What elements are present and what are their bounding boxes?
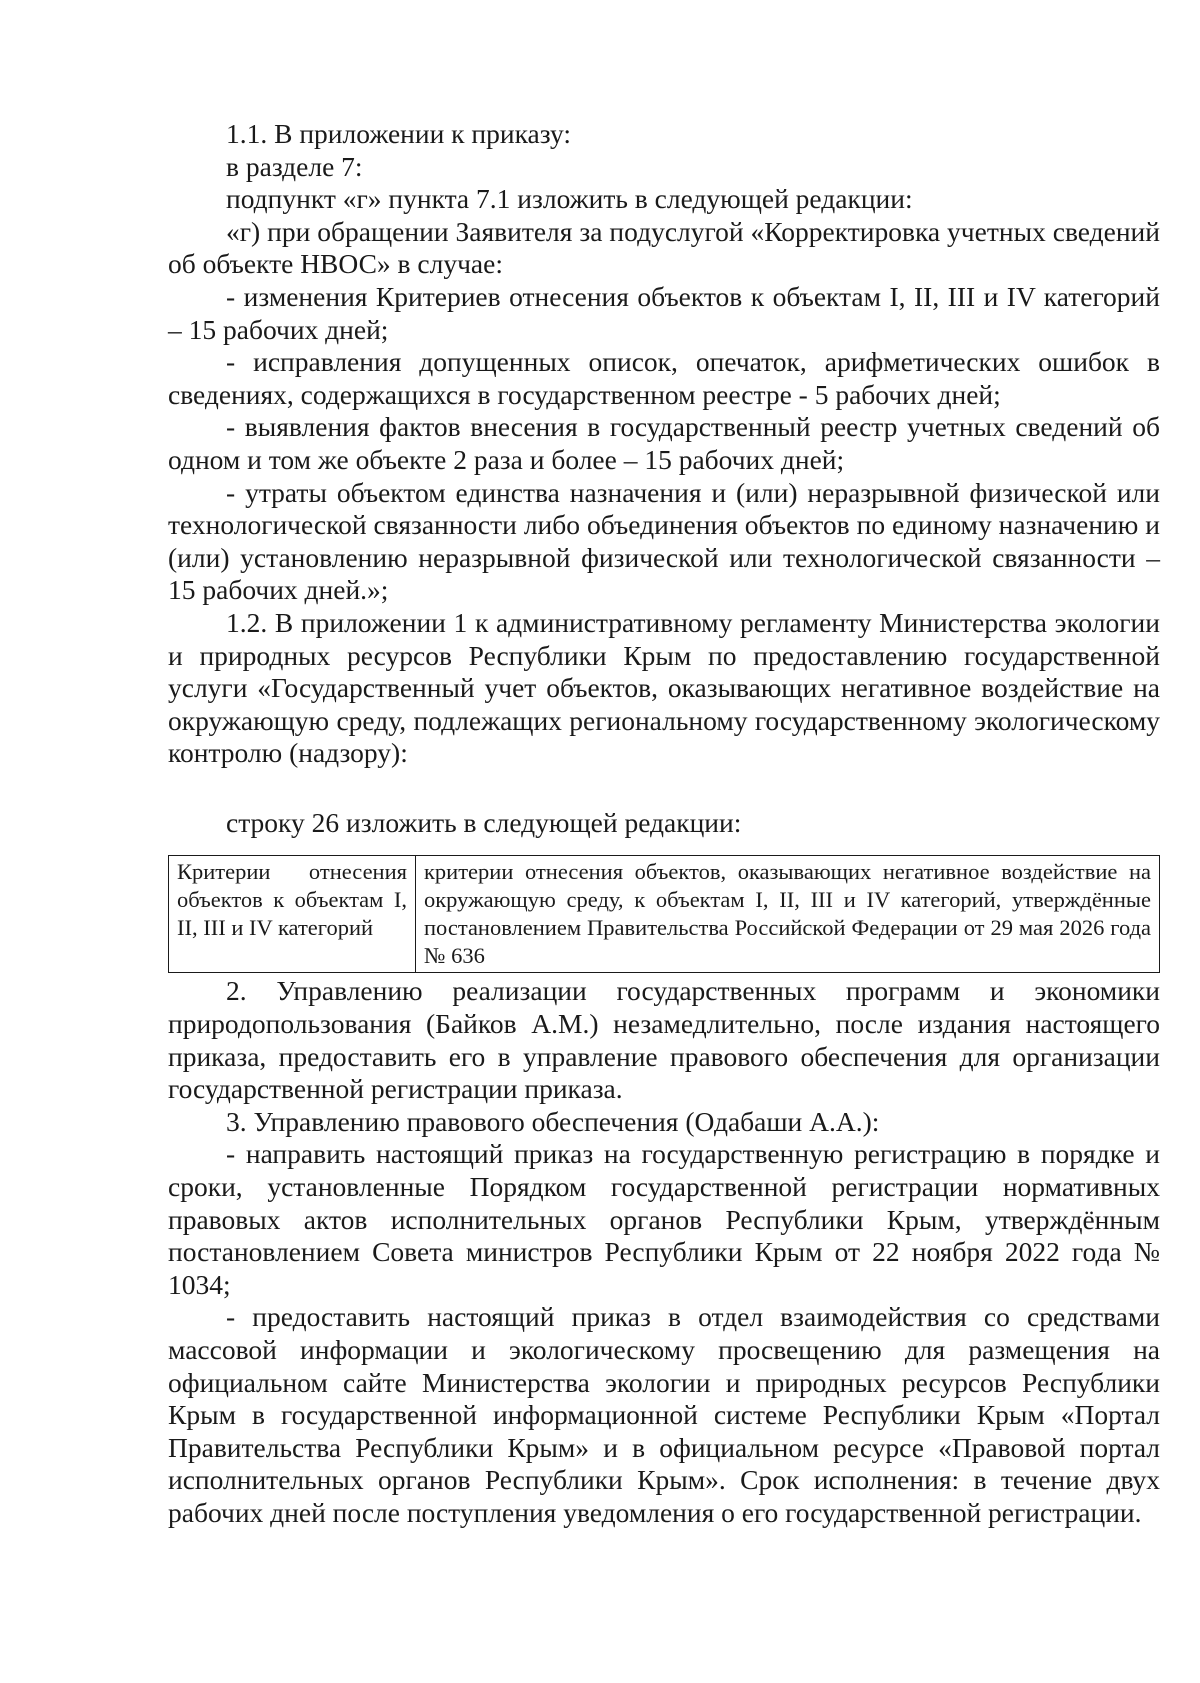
- para-3-registration: - направить настоящий приказ на государственную регистрацию в порядке и сроки, установленные Порядком государственной регистрации нормативных правовых актов исполнительных органов Республики Крым, утверждённым постановлением Совета министров Республики Крым от 22 ноября 2022 года № 1034;: [168, 1138, 1160, 1300]
- para-1-2: 1.2. В приложении 1 к административному регламенту Министерства экологии и природных ресурсов Республики Крым по предоставлению государственной услуги «Государственный учет объектов, оказывающих негативное воздействие на окружающую среду, подлежащих региональному государственному экологическому контролю (надзору):: [168, 606, 1160, 769]
- spacer: [168, 770, 1160, 807]
- para-duplicate-entry: - выявления фактов внесения в государственный реестр учетных сведений об одном и том же объекте 2 раза и более – 15 рабочих дней;: [168, 411, 1160, 475]
- criteria-table: [168, 855, 1160, 973]
- para-2: 2. Управлению реализации государственных программ и экономики природопользования (Байков А.М.) незамедлительно, после издания настоящего приказа, предоставить его в управление правового обеспечения для организации государственной регистрации приказа.: [168, 975, 1160, 1105]
- document-page: [168, 118, 1160, 1530]
- para-1-1: 1.1. В приложении к приказу:: [226, 118, 572, 149]
- para-loss-of-unity: - утраты объектом единства назначения и (или) неразрывной физической или технологической связанности либо объединения объектов по единому назначению и (или) установлению неразрывной физической или технологической связанности – 15 рабочих дней.»;: [168, 476, 1160, 606]
- para-3: 3. Управлению правового обеспечения (Одабаши А.А.):: [226, 1105, 880, 1137]
- para-subpoint-g: подпункт «г» пункта 7.1 изложить в следующей редакции:: [226, 183, 913, 215]
- para-section-7: в разделе 7:: [226, 150, 363, 182]
- table-row: [169, 856, 1160, 973]
- table-cell-criteria-value: критерии отнесения объектов, оказывающих негативное воздействие на окружающую среду, к объектам I, II, III и IV категорий, утверждённые постановлением Правительства Российской Федерации от 29 мая 2026 года № 636: [416, 856, 1160, 973]
- para-3-publication: - предоставить настоящий приказ в отдел взаимодействия со средствами массовой информации и экологическому просвещению для размещения на официальном сайте Министерства экологии и природных ресурсов Республики Крым в государственной информационной системе Республики Крым «Портал Правительства Республики Крым» и в официальном ресурсе «Правовой портал исполнительных органов Республики Крым». Срок исполнения: в течение двух рабочих дней после поступления уведомления о его государственной регистрации.: [168, 1301, 1160, 1528]
- para-row-intro: строку 26 изложить в следующей редакции:: [226, 806, 742, 838]
- para-criteria-change: - изменения Критериев отнесения объектов к объектам I, II, III и IV категорий – 15 рабочих дней;: [168, 280, 1160, 345]
- para-subpoint-g-text: «г) при обращении Заявителя за подуслугой «Корректировка учетных сведений об объекте НВОС» в случае:: [168, 215, 1160, 280]
- para-typo-correction: - исправления допущенных описок, опечаток, арифметических ошибок в сведениях, содержащихся в государственном реестре - 5 рабочих дней;: [168, 346, 1160, 410]
- table-cell-criteria-label: Критерии отнесения объектов к объектам I, II, III и IV категорий: [169, 856, 416, 973]
